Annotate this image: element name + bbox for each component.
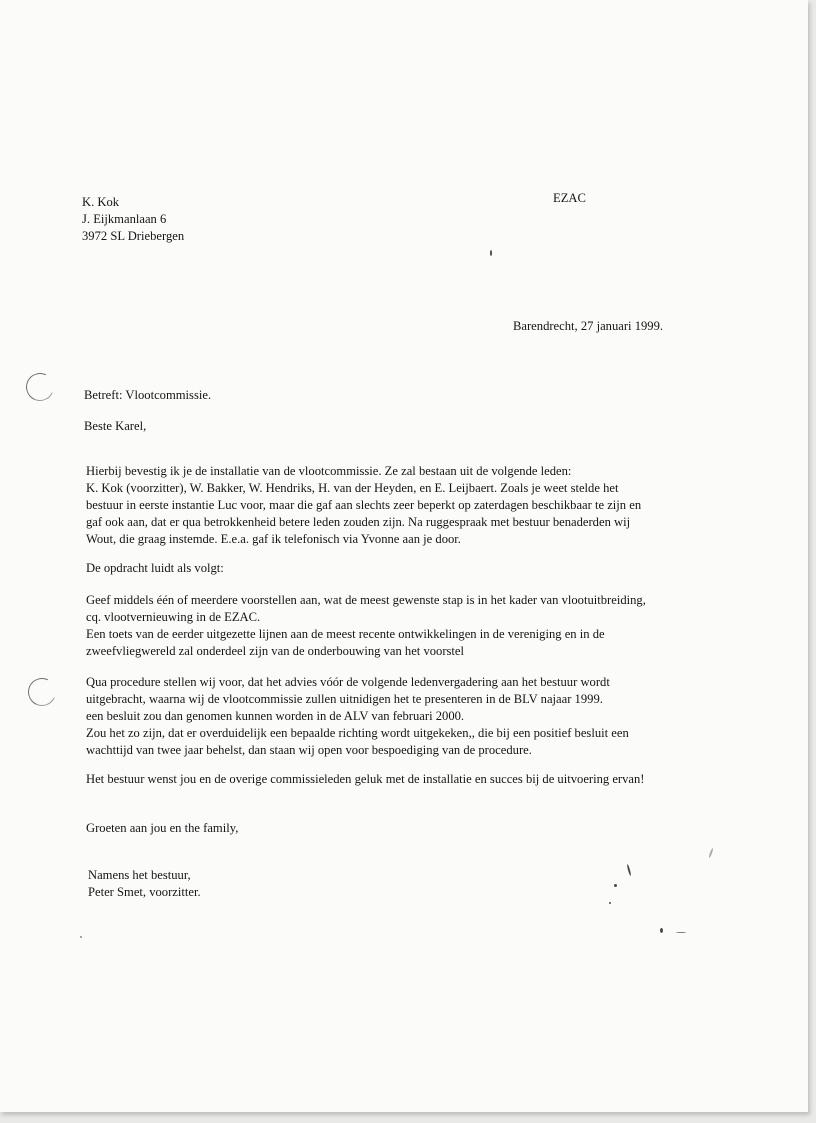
signoff-line: Namens het bestuur,	[88, 868, 191, 882]
paragraph-line: cq. vlootvernieuwing in de EZAC.	[86, 610, 261, 624]
paragraph-line: Een toets van de eerder uitgezette lijnen aan de meest recente ontwikkelingen in de vereniging en in de	[86, 627, 605, 641]
scan-speck	[490, 250, 492, 256]
paragraph-line: Qua procedure stellen wij voor, dat het advies vóór de volgende ledenvergadering aan het bestuur wordt	[86, 675, 610, 689]
sender-name: K. Kok	[82, 195, 120, 209]
scan-speck	[614, 884, 617, 887]
scan-speck	[626, 864, 631, 876]
organization-name: EZAC	[553, 191, 586, 205]
scan-speck	[708, 848, 713, 858]
paragraph-line: uitgebracht, waarna wij de vlootcommissie zullen uitnidigen het te presenteren in de BLV najaar 1999.	[86, 692, 603, 706]
closing-wish: Het bestuur wenst jou en de overige commissieleden geluk met de installatie en succes bij de uitvoering ervan!	[86, 772, 645, 786]
subject-line: Betreft: Vlootcommissie.	[84, 388, 212, 402]
signoff-name: Peter Smet, voorzitter.	[88, 885, 201, 899]
paragraph-line: zweefvliegwereld zal onderdeel zijn van de onderbouwing van het voorstel	[86, 644, 465, 658]
assignment-intro: De opdracht luidt als volgt:	[86, 561, 224, 575]
scan-speck	[676, 932, 686, 933]
place-date: Barendrecht, 27 januari 1999.	[513, 319, 664, 333]
paragraph-line: Wout, die graag instemde. E.e.a. gaf ik telefonisch via Yvonne aan je door.	[86, 532, 461, 546]
paragraph-line: bestuur in eerste instantie Luc voor, maar die gaf aan slechts zeer beperkt op zaterdagen beschikbaar te zijn en	[86, 498, 642, 512]
scan-speck	[660, 928, 663, 933]
paragraph-line: K. Kok (voorzitter), W. Bakker, W. Hendriks, H. van der Heyden, en E. Leijbaert. Zoals je weet stelde het	[86, 481, 619, 495]
sender-street: J. Eijkmanlaan 6	[82, 212, 167, 226]
paragraph-line: Zou het zo zijn, dat er overduidelijk een bepaalde richting wordt uitgekeken,, die bij een positief besluit een	[86, 726, 629, 740]
salutation: Beste Karel,	[84, 419, 147, 433]
scan-speck	[609, 902, 611, 904]
sender-city: 3972 SL Driebergen	[82, 229, 185, 243]
paragraph-line: wachttijd van twee jaar behelst, dan staan wij open voor bespoediging van de procedure.	[86, 743, 532, 757]
paragraph-line: Geef middels één of meerdere voorstellen aan, wat de meest gewenste stap is in het kader van vlootuitbreiding,	[86, 593, 646, 607]
punch-hole-bottom	[24, 674, 60, 710]
punch-hole-top	[22, 369, 58, 405]
scan-speck	[80, 936, 82, 938]
paragraph-line: een besluit zou dan genomen kunnen worden in de ALV van februari 2000.	[86, 709, 465, 723]
greeting: Groeten aan jou en the family,	[86, 821, 239, 835]
paragraph-line: gaf ook aan, dat er qua betrokkenheid betere leden zouden zijn. Na ruggespraak met bestuur benaderden wij	[86, 515, 631, 529]
paragraph-line: Hierbij bevestig ik je de installatie van de vlootcommissie. Ze zal bestaan uit de volgende leden:	[86, 464, 572, 478]
